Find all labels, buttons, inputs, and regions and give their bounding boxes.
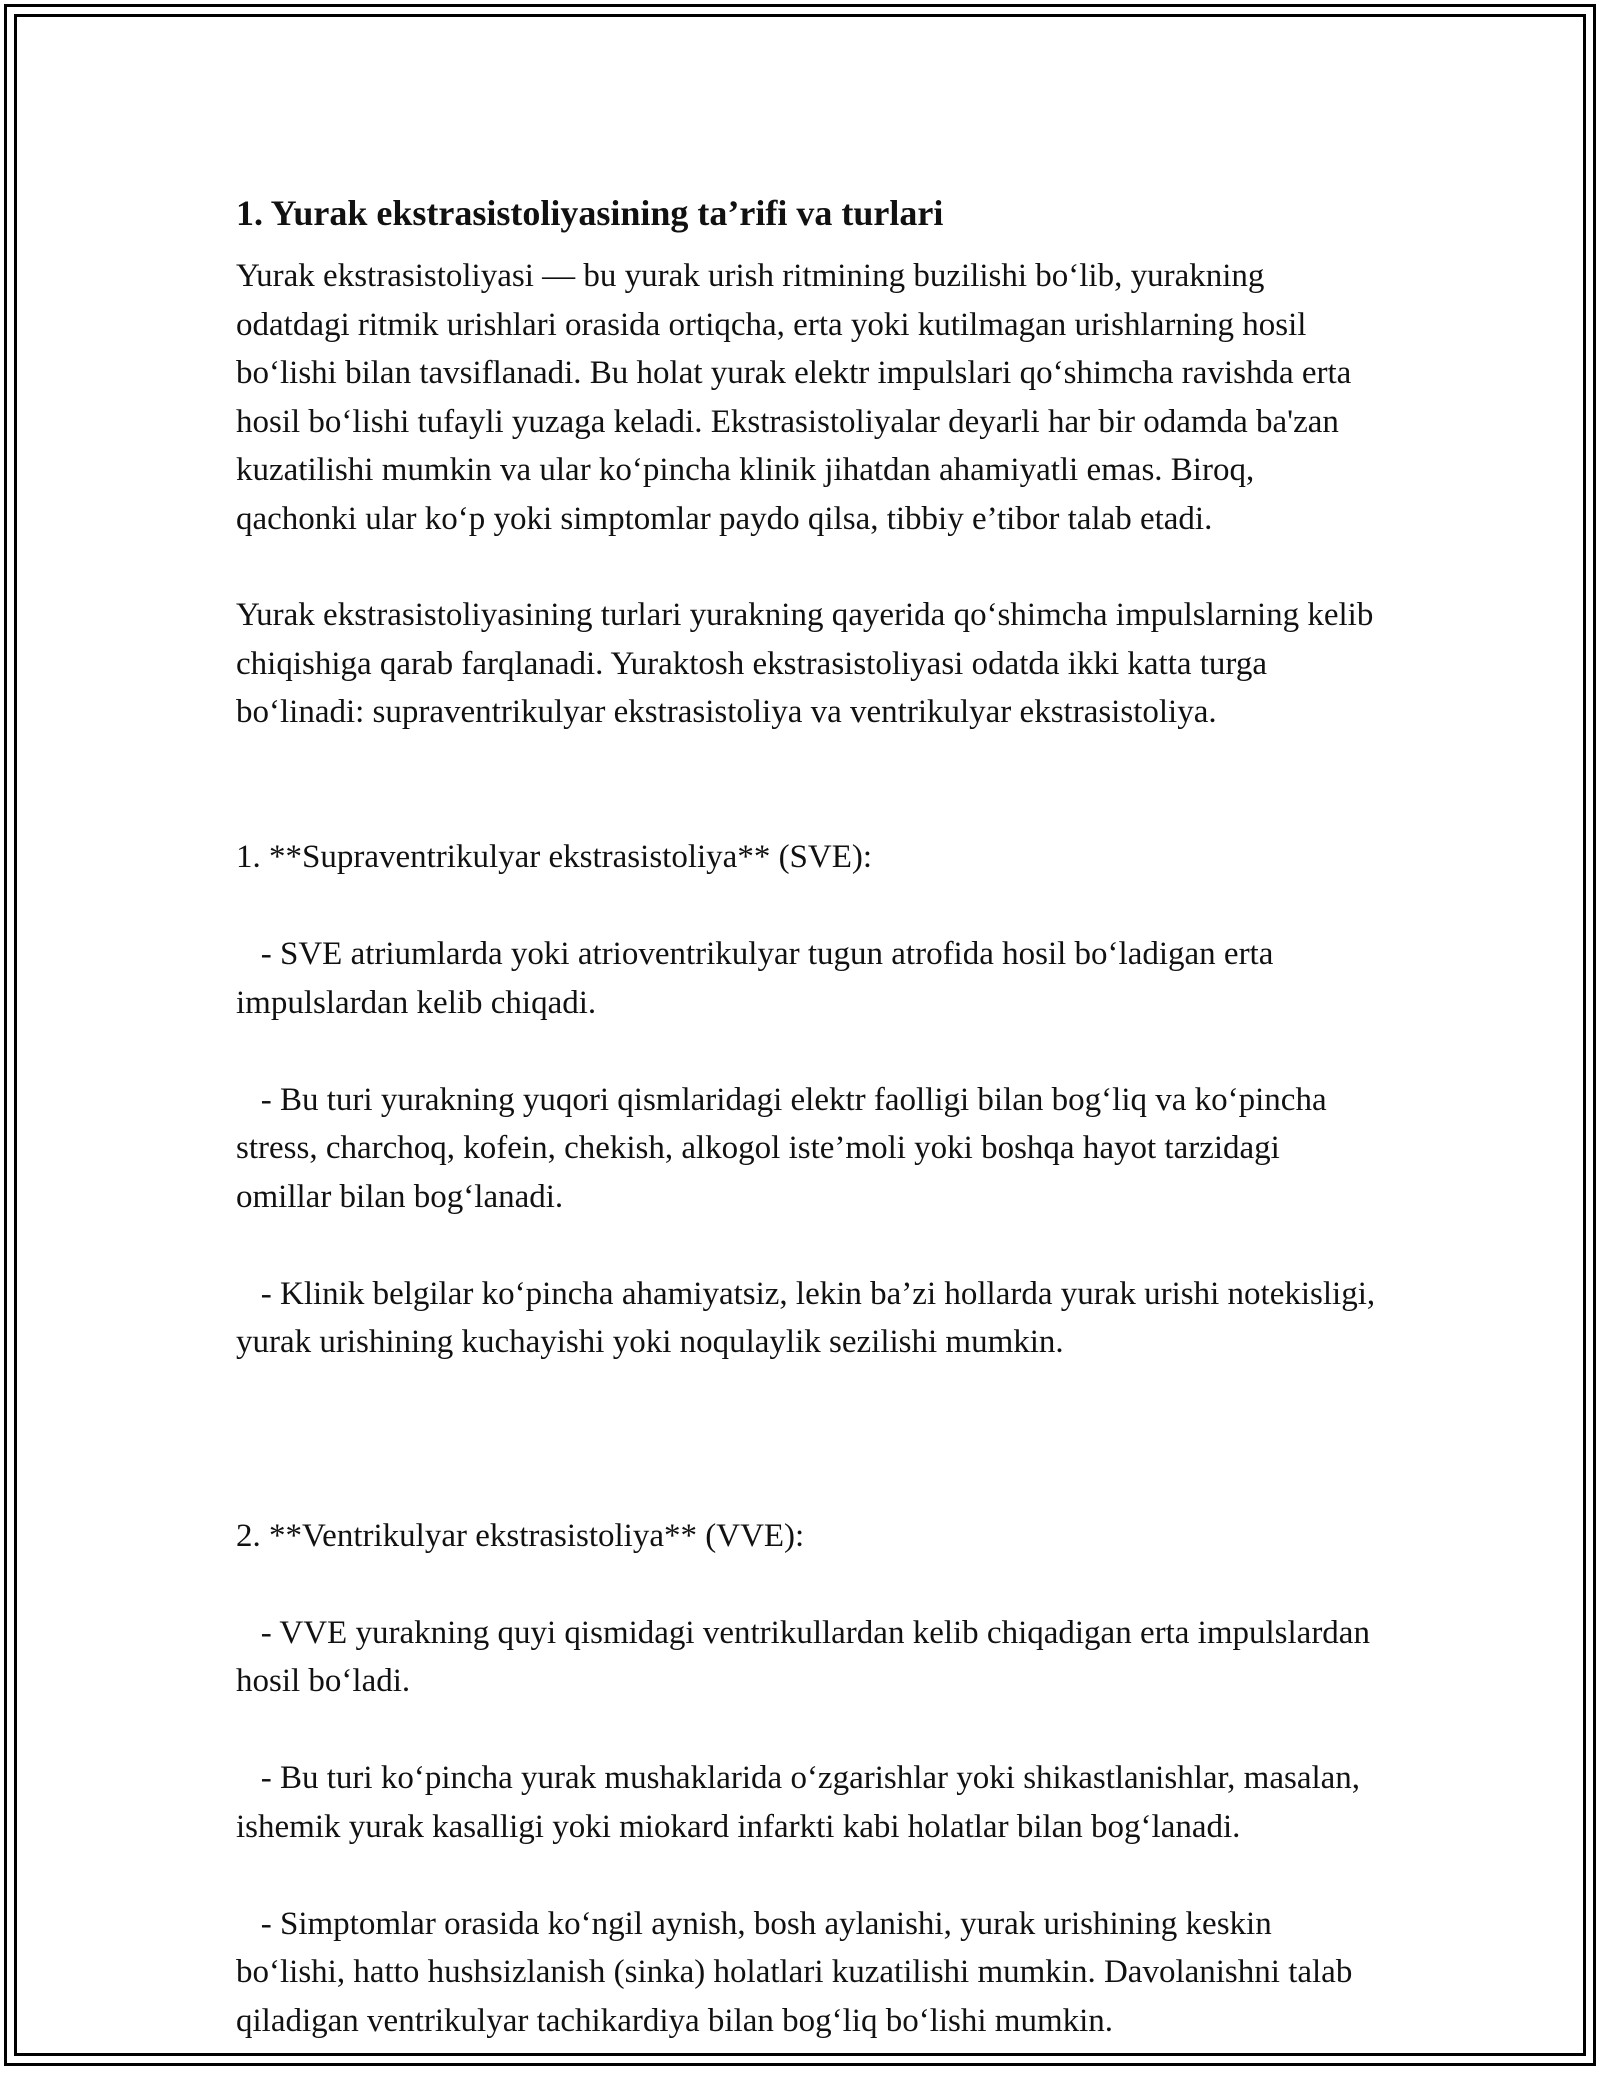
list-item-bullet: - Bu turi yurakning yuqori qismlaridagi elektr faolligi bilan bog‘liq va ko‘pincha stress, charchoq, kofein, chekish, alkogol iste’moli yoki boshqa hayot tarzidagi omillar bilan bog‘lanadi. bbox=[236, 1081, 1335, 1215]
paragraph-definition: Yurak ekstrasistoliyasi — bu yurak urish ritmining buzilishi bo‘lib, yurakning odatdagi ritmik urishlari orasida ortiqcha, erta yoki kutilmagan urishlarning hosil bo‘lishi bilan tavsiflanadi. Bu holat yurak elektr impulslari qo‘shimcha ravishda erta hosil bo‘lishi tufayli yuzaga keladi. Ekstrasistoliyalar deyarli har bir odamda ba'zan kuzatilishi mumkin va ular ko‘pincha klinik jihatdan ahamiyatli emas. Biroq, qachonki ular ko‘p yoki simptomlar paydo qilsa, tibbiy e’tibor talab etadi. bbox=[236, 258, 1352, 537]
list-item-bullet: - Bu turi ko‘pincha yurak mushaklarida o‘zgarishlar yoki shikastlanishlar, masalan, ishemik yurak kasalligi yoki miokard infarkti kabi holatlar bilan bog‘lanadi. bbox=[236, 1760, 1369, 1845]
list-item-title: 1. **Supraventrikulyar ekstrasistoliya** (SVE): bbox=[236, 839, 873, 875]
paragraph-types-intro: Yurak ekstrasistoliyasining turlari yurakning qayerida qo‘shimcha impulslarning kelib chiqishiga qarab farqlanadi. Yuraktosh ekstrasistoliyasi odatda ikki katta turga bo‘linadi: supraventrikulyar ekstrasistoliya va ventrikulyar ekstrasistoliya. bbox=[236, 597, 1374, 730]
list-item-bullet: - Klinik belgilar ko‘pincha ahamiyatsiz, lekin ba’zi hollarda yurak urishi notekisligi, yurak urishining kuchayishi yoki noqulaylik sezilishi mumkin. bbox=[236, 1275, 1384, 1360]
list-item-bullet: - VVE yurakning quyi qismidagi ventrikullardan kelib chiqadigan erta impulslardan hosil bo‘ladi. bbox=[236, 1614, 1379, 1699]
list-item-title: 2. **Ventrikulyar ekstrasistoliya** (VVE): bbox=[236, 1517, 805, 1554]
list-item-vve bbox=[236, 1463, 1379, 2094]
section-heading: 1. Yurak ekstrasistoliyasining ta’rifi va turlari bbox=[236, 193, 944, 233]
list-item-bullet: - Simptomlar orasida ko‘ngil aynish, bosh aylanishi, yurak urishining keskin bo‘lishi, hatto hushsizlanish (sinka) holatlari kuzatilishi mumkin. Davolanishni talab qiladigan ventrikulyar tachikardiya bilan bog‘liq bo‘lishi mumkin. bbox=[236, 1905, 1361, 2039]
document-body bbox=[236, 188, 1384, 2094]
list-item-sve bbox=[236, 785, 1384, 1416]
list-item-bullet: - SVE atriumlarda yoki atrioventrikulyar tugun atrofida hosil bo‘ladigan erta impulslardan kelib chiqadi. bbox=[236, 936, 1282, 1021]
